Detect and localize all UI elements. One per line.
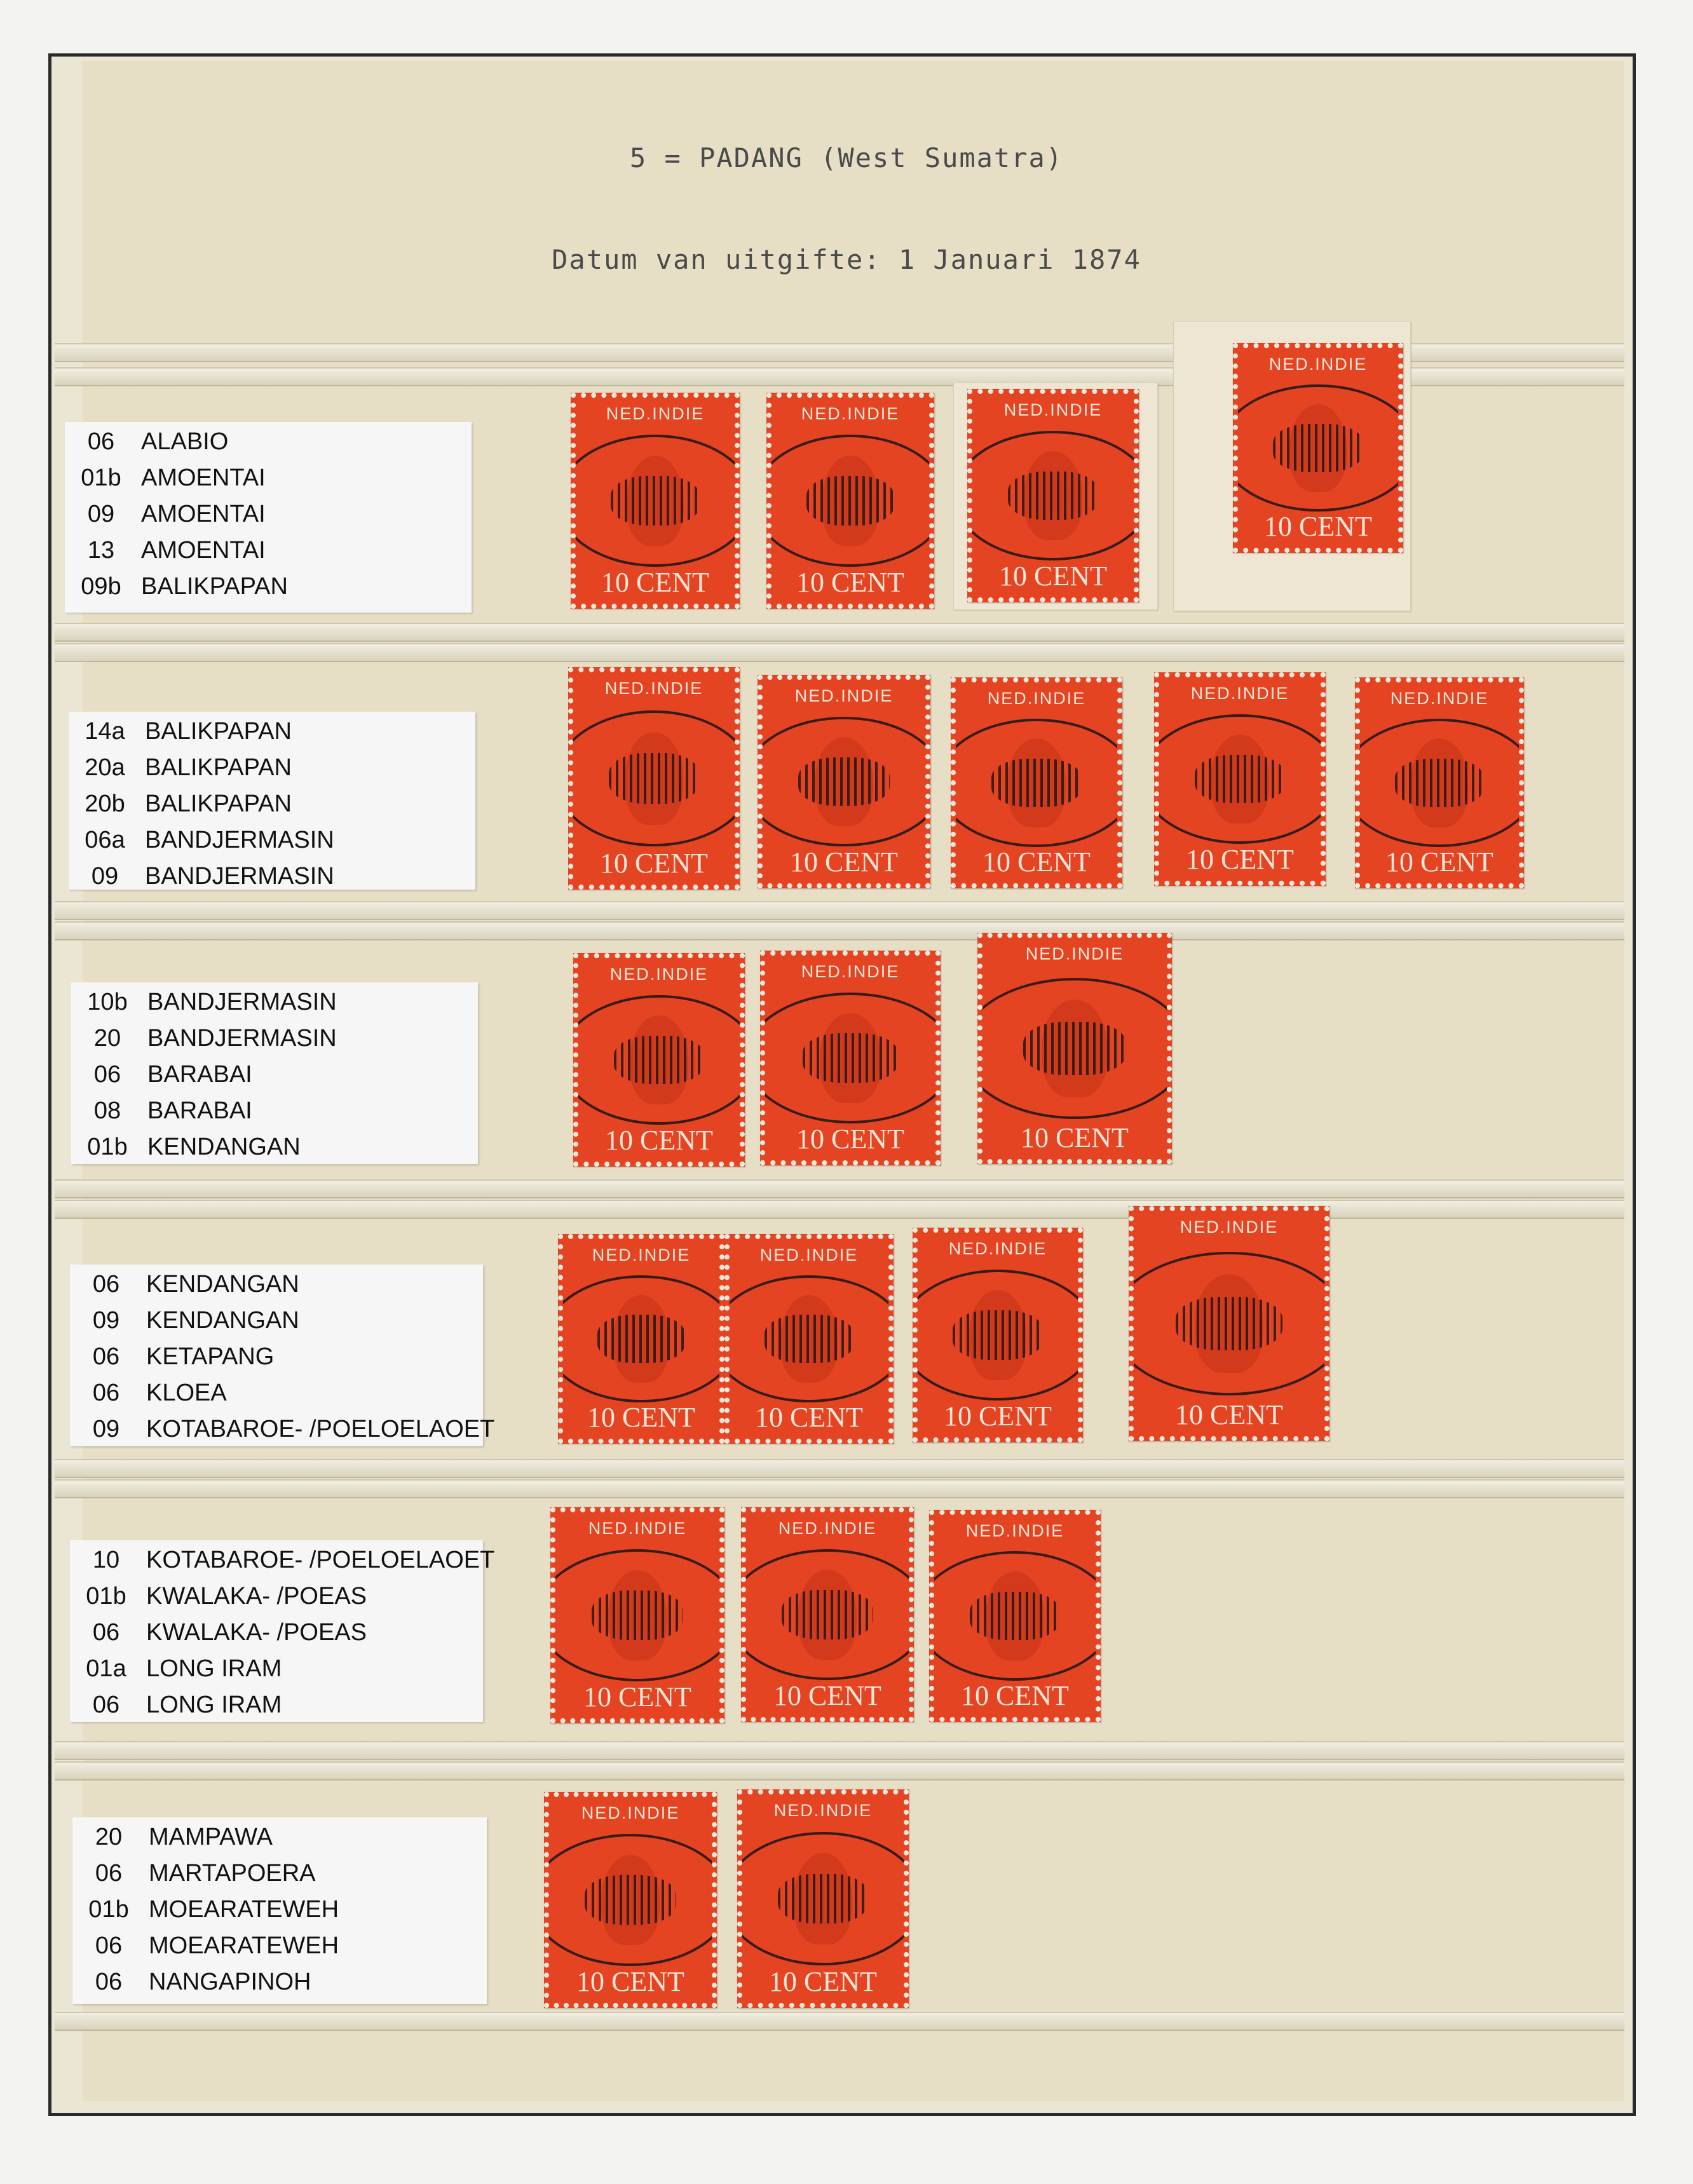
entry-name: BANDJERMASIN (145, 827, 334, 853)
stamp-country: NED.INDIE (794, 686, 894, 705)
entry-code: 01b (87, 1134, 128, 1160)
postmark-bars (778, 1874, 868, 1924)
stamp-country: NED.INDIE (778, 1519, 877, 1538)
label-row (69, 790, 475, 827)
stamp-country: NED.INDIE (801, 962, 900, 981)
stamp-country: NED.INDIE (1025, 944, 1124, 963)
stock-strip (55, 1741, 1624, 1760)
stock-strip (55, 921, 1624, 940)
stamp (724, 1234, 894, 1444)
label-card (71, 982, 478, 1164)
entry-code: 09 (87, 501, 115, 527)
label-row (70, 1343, 483, 1380)
label-row (72, 1824, 487, 1860)
entry-name: MOEARATEWEH (149, 1896, 339, 1923)
entry-name: KWALAKA- /POEAS (146, 1619, 367, 1646)
label-card (72, 1817, 487, 2004)
stamp (544, 1792, 717, 2008)
label-row (65, 465, 472, 501)
stamp-value: 10 CENT (1186, 844, 1294, 875)
postmark-bars (803, 1033, 898, 1082)
postmark-bars (592, 1591, 683, 1640)
postmark-bars (597, 1315, 685, 1362)
stamp (737, 1789, 909, 2008)
entry-code: 06 (92, 1692, 120, 1718)
stamp (758, 675, 930, 888)
label-row (69, 754, 475, 790)
stamp (550, 1507, 724, 1723)
entry-name: BALIKPAPAN (145, 754, 292, 781)
page-subtitle: Datum van uitgifte: 1 Januari 1874 (552, 244, 1141, 275)
entry-code: 06 (95, 1860, 123, 1887)
stamp-country: NED.INDIE (581, 1803, 680, 1822)
label-row (65, 428, 472, 465)
stock-strip (55, 1761, 1624, 1780)
label-row (70, 1380, 483, 1416)
stamp-value: 10 CENT (1021, 1122, 1129, 1153)
postmark-bars (991, 759, 1082, 807)
entry-name: MARTAPOERA (149, 1860, 316, 1887)
entry-name: KENDANGAN (147, 1134, 301, 1160)
stamp-country: NED.INDIE (759, 1245, 859, 1265)
stamp-value: 10 CENT (769, 1966, 877, 1997)
entry-code: 06 (87, 428, 115, 455)
postmark-bars (1023, 1022, 1126, 1075)
label-row (71, 1025, 478, 1061)
label-row (71, 989, 478, 1025)
entry-name: AMOENTAI (141, 501, 266, 527)
stamp-country: NED.INDIE (1268, 355, 1368, 374)
stamp (967, 389, 1139, 602)
label-row (70, 1583, 483, 1619)
stamp (1233, 343, 1403, 553)
entry-code: 01a (86, 1655, 126, 1682)
label-row (71, 1061, 478, 1097)
stamp (1154, 672, 1326, 886)
postmark-bars (782, 1590, 873, 1639)
stamp-value: 10 CENT (1385, 846, 1493, 878)
page-title: 5 = PADANG (West Sumatra) (629, 142, 1064, 173)
entry-code: 01b (86, 1583, 126, 1610)
label-row (70, 1307, 483, 1343)
entry-name: AMOENTAI (141, 465, 266, 491)
entry-name: LONG IRAM (146, 1655, 282, 1682)
stock-strip (55, 1479, 1624, 1498)
entry-code: 20b (85, 790, 125, 817)
stamp-value: 10 CENT (601, 567, 709, 598)
entry-name: KLOEA (146, 1380, 227, 1406)
stamp (1355, 677, 1524, 888)
stamp (1129, 1206, 1329, 1441)
entry-code: 13 (87, 537, 115, 564)
postmark-bars (1195, 755, 1285, 804)
entry-code: 06 (95, 1932, 123, 1959)
label-card (70, 1265, 495, 1446)
stamp-country: NED.INDIE (604, 679, 704, 698)
label-row (71, 1097, 478, 1134)
label-row (69, 863, 475, 899)
postmark-bars (806, 476, 895, 526)
entry-code: 09b (81, 573, 121, 600)
postmark-bars (611, 476, 700, 526)
stamp-value: 10 CENT (796, 1123, 904, 1155)
stock-strip (55, 623, 1624, 642)
stamp-value: 10 CENT (773, 1680, 881, 1711)
stamp-value: 10 CENT (600, 848, 708, 879)
entry-code: 06a (85, 827, 125, 853)
stamp (766, 393, 934, 609)
label-row (69, 827, 475, 863)
postmark-bars (609, 753, 699, 804)
entry-code: 06 (92, 1343, 120, 1370)
entry-code: 20a (85, 754, 125, 781)
entry-name: NANGAPINOH (149, 1969, 311, 1995)
stamp-value: 10 CENT (982, 846, 1091, 878)
entry-name: KENDANGAN (146, 1271, 299, 1298)
stamp-value: 10 CENT (999, 560, 1107, 592)
entry-code: 09 (92, 1416, 120, 1442)
stamp-country: NED.INDIE (606, 404, 705, 423)
stamp (913, 1228, 1083, 1442)
label-row (70, 1271, 483, 1307)
label-row (72, 1969, 487, 2005)
stamp-country: NED.INDIE (773, 1801, 873, 1820)
entry-name: BANDJERMASIN (147, 989, 337, 1015)
label-row (72, 1860, 487, 1896)
entry-name: KOTABAROE- /POELOELAOET (146, 1416, 495, 1442)
stock-strip (55, 901, 1624, 920)
postmark-bars (765, 1315, 853, 1362)
entry-code: 14a (85, 718, 125, 745)
stamp-value: 10 CENT (1175, 1399, 1283, 1430)
postmark-bars (970, 1592, 1060, 1640)
stamp-country: NED.INDIE (1003, 400, 1103, 419)
stock-strip (55, 643, 1624, 662)
stock-strip (55, 2012, 1624, 2031)
entry-code: 20 (95, 1824, 123, 1850)
stamp-country: NED.INDIE (588, 1519, 687, 1538)
stock-strip (55, 1200, 1624, 1219)
postmark-bars (1395, 759, 1484, 807)
postmark-bars (953, 1310, 1042, 1359)
entry-code: 09 (92, 1307, 120, 1334)
stamp-country: NED.INDIE (592, 1245, 691, 1265)
postmark-bars (798, 757, 889, 806)
entry-code: 10 (92, 1547, 120, 1573)
stamp-value: 10 CENT (587, 1402, 695, 1433)
label-row (69, 718, 475, 754)
stamp (951, 677, 1122, 888)
stamp (741, 1507, 914, 1722)
stamp-country: NED.INDIE (1190, 684, 1289, 703)
stamp (568, 667, 740, 890)
label-row (72, 1932, 487, 1969)
stamp-country: NED.INDIE (987, 689, 1086, 708)
entry-name: AMOENTAI (141, 537, 266, 564)
entry-name: KWALAKA- /POEAS (146, 1583, 367, 1610)
stamp-value: 10 CENT (755, 1402, 863, 1433)
label-row (70, 1655, 483, 1692)
stamp-country: NED.INDIE (801, 404, 900, 423)
stock-strip (55, 1179, 1624, 1198)
stamp (571, 393, 740, 609)
label-row (72, 1896, 487, 1932)
entry-code: 06 (95, 1969, 123, 1995)
entry-code: 09 (91, 863, 119, 890)
entry-name: LONG IRAM (146, 1692, 282, 1718)
stamp-value: 10 CENT (961, 1680, 1069, 1711)
stamp-country: NED.INDIE (948, 1239, 1047, 1258)
entry-name: BALIKPAPAN (141, 573, 288, 600)
entry-name: KOTABAROE- /POELOELAOET (146, 1547, 495, 1573)
entry-code: 06 (93, 1061, 121, 1088)
stamp-value: 10 CENT (1264, 511, 1372, 542)
label-row (70, 1416, 495, 1452)
stamp-value: 10 CENT (944, 1401, 1052, 1432)
entry-name: KETAPANG (146, 1343, 275, 1370)
entry-name: BANDJERMASIN (145, 863, 334, 890)
entry-code: 20 (93, 1025, 121, 1052)
stamp (573, 953, 745, 1167)
postmark-bars (585, 1875, 676, 1925)
entry-code: 10b (87, 989, 128, 1015)
label-row (71, 1134, 478, 1170)
stamp-country: NED.INDIE (965, 1521, 1064, 1540)
entry-name: BARABAI (147, 1097, 252, 1124)
entry-name: BALIKPAPAN (145, 718, 292, 745)
stamp-value: 10 CENT (605, 1125, 713, 1156)
entry-code: 06 (92, 1619, 120, 1646)
entry-code: 06 (92, 1380, 120, 1406)
stamp-value: 10 CENT (790, 846, 898, 878)
stamp-country: NED.INDIE (609, 965, 709, 984)
label-row (70, 1619, 483, 1655)
stamp-country: NED.INDIE (1390, 689, 1489, 708)
entry-name: BARABAI (147, 1061, 252, 1088)
label-card (70, 1540, 495, 1722)
entry-name: KENDANGAN (146, 1307, 299, 1334)
label-row (70, 1692, 483, 1728)
label-card (65, 422, 472, 613)
stamp (929, 1510, 1101, 1722)
stamp-country: NED.INDIE (1180, 1217, 1279, 1237)
entry-name: MAMPAWA (149, 1824, 273, 1850)
label-row (65, 501, 472, 537)
entry-code: 06 (92, 1271, 120, 1298)
entry-code: 01b (88, 1896, 129, 1923)
postmark-bars (1273, 424, 1363, 471)
stamp-value: 10 CENT (576, 1966, 684, 1997)
entry-name: BANDJERMASIN (147, 1025, 337, 1052)
postmark-bars (1008, 471, 1098, 520)
entry-name: ALABIO (141, 428, 229, 455)
entry-name: MOEARATEWEH (149, 1932, 339, 1959)
label-card (69, 712, 475, 890)
stamp-value: 10 CENT (796, 567, 904, 598)
label-row (70, 1547, 495, 1583)
label-row (65, 573, 472, 609)
stamp (558, 1234, 724, 1444)
stamp (760, 951, 941, 1165)
entry-code: 08 (93, 1097, 121, 1124)
stamp-value: 10 CENT (583, 1681, 691, 1713)
postmark-bars (1176, 1297, 1282, 1351)
stock-strip (55, 1459, 1624, 1478)
entry-name: BALIKPAPAN (145, 790, 292, 817)
postmark-bars (614, 1036, 704, 1085)
stamp (977, 933, 1172, 1164)
entry-code: 01b (81, 465, 121, 491)
label-row (65, 537, 472, 573)
